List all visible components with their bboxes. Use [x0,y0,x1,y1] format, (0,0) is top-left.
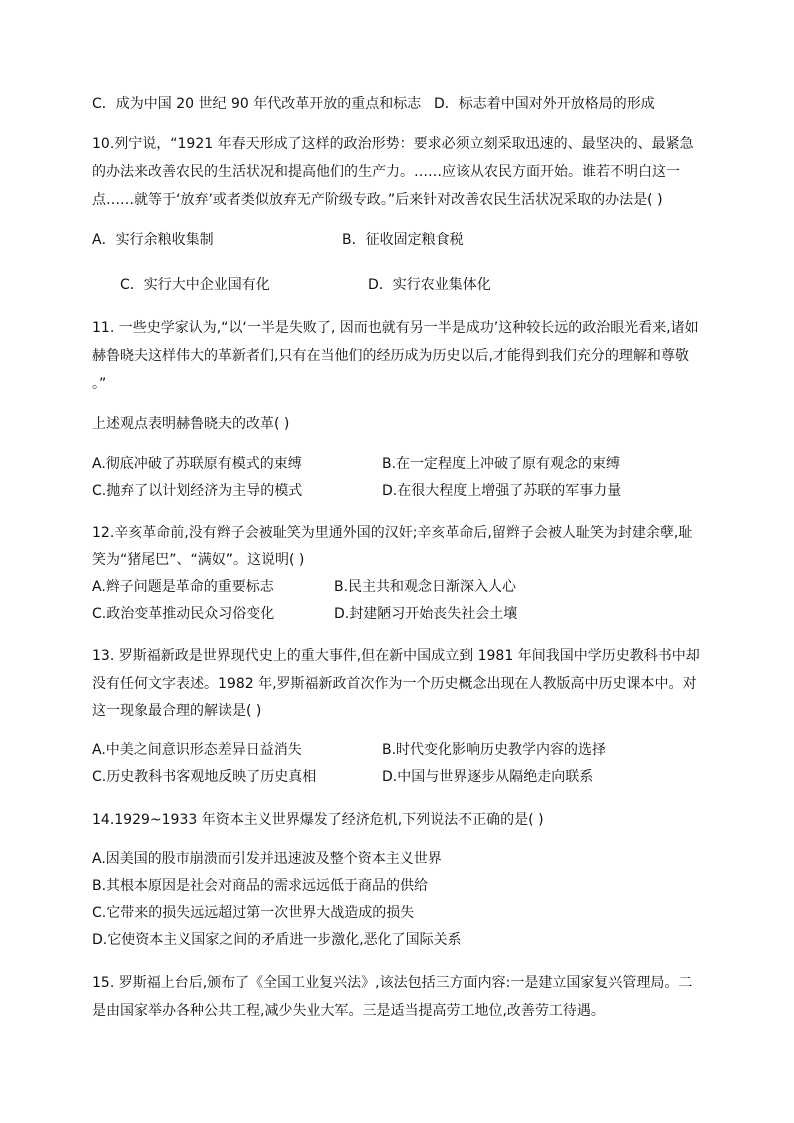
q11-option-b: B.在一定程度上冲破了原有观念的束缚 [382,456,621,472]
q12-option-b: B.民主共和观念日渐深入人心 [334,579,517,595]
q11-question: 上述观点表明赫鲁晓夫的改革( ) [92,416,290,432]
q10-option-b: B．征收固定粮食税 [342,232,464,248]
q9-option-c: C．成为中国 20 世纪 90 年代改革开放的重点和标志 [92,96,422,112]
q10-option-c: C．实行大中企业国有化 [120,277,270,293]
q15-stem-line-2: 是由国家举办各种公共工程,减少失业大军。三是适当提高劳工地位,改善劳工待遇。 [92,1003,605,1019]
q11-option-a: A.彻底冲破了苏联原有模式的束缚 [92,456,302,472]
q14-option-c: C.它带来的损失远远超过第一次世界大战造成的损失 [92,905,415,921]
q11-stem-line-2: 赫鲁晓夫这样伟大的革新者们,只有在当他们的经历成为历史以后,才能得到我们充分的理解和尊敬 [92,348,689,364]
q12-option-a: A.辫子问题是革命的重要标志 [92,579,274,595]
q13-stem-line-2: 没有任何文字表述。1982 年,罗斯福新政首次作为一个历史概念出现在人教版高中历史课本中。对 [92,676,697,692]
q13-stem-line-3: 这一现象最合理的解读是( ) [92,703,262,719]
q13-option-a: A.中美之间意识形态差异日益消失 [92,742,302,758]
q10-option-d: D．实行农业集体化 [368,277,491,293]
q10-stem-line-2: 的办法来改善农民的生活状况和提高他们的生产力。……应该从农民方面开始。谁若不明白这一 [92,164,680,180]
q9-option-d: D．标志着中国对外开放格局的形成 [434,96,655,112]
q14-stem: 14.1929~1933 年资本主义世界爆发了经济危机,下列说法不正确的是( ) [92,812,544,828]
q15-stem-line-1: 15. 罗斯福上台后,颁布了《全国工业复兴法》,该法包括三方面内容:一是建立国家复兴管理局。二 [92,975,693,991]
q10-option-a: A．实行余粮收集制 [92,232,214,248]
q13-stem-line-1: 13. 罗斯福新政是世界现代史上的重大事件,但在新中国成立到 1981 年间我国中学历史教科书中却 [92,648,700,664]
q14-option-d: D.它使资本主义国家之间的矛盾进一步激化,恶化了国际关系 [92,932,462,948]
q14-option-b: B.其根本原因是社会对商品的需求远远低于商品的供给 [92,878,429,894]
q12-stem-line-1: 12.辛亥革命前,没有辫子会被耻笑为里通外国的汉奸;辛亥革命后,留辫子会被人耻笑为封建余孽,耻 [92,525,693,541]
q11-stem-line-3: 。” [92,376,107,392]
q12-option-c: C.政治变革推动民众习俗变化 [92,606,275,622]
q13-option-b: B.时代变化影响历史教学内容的选择 [382,742,607,758]
q14-option-a: A.因美国的股市崩溃而引发并迅速波及整个资本主义世界 [92,851,442,867]
q13-option-c: C.历史教科书客观地反映了历史真相 [92,769,317,785]
q12-option-d: D.封建陋习开始丧失社会土壤 [334,606,518,622]
q11-stem-line-1: 11. 一些史学家认为,“以‘一半是失败了, 因而也就有另一半是成功’这种较长远的政治眼光看来,诸如 [92,320,699,336]
q10-stem-line-3: 点……就等于‘放弃’或者类似放弃无产阶级专政。”后来针对改善农民生活状况采取的办法是( ) [92,192,663,208]
q11-option-d: D.在很大程度上增强了苏联的军事力量 [382,483,622,499]
q10-stem-line-1: 10.列宁说，“1921 年春天形成了这样的政治形势：要求必须立刻采取迅速的、最坚决的、最紧急 [92,136,694,152]
q12-stem-line-2: 笑为“猪尾巴”、“满奴”。这说明( ) [92,552,305,568]
q11-option-c: C.抛弃了以计划经济为主导的模式 [92,483,303,499]
q13-option-d: D.中国与世界逐步从隔绝走向联系 [382,769,594,785]
